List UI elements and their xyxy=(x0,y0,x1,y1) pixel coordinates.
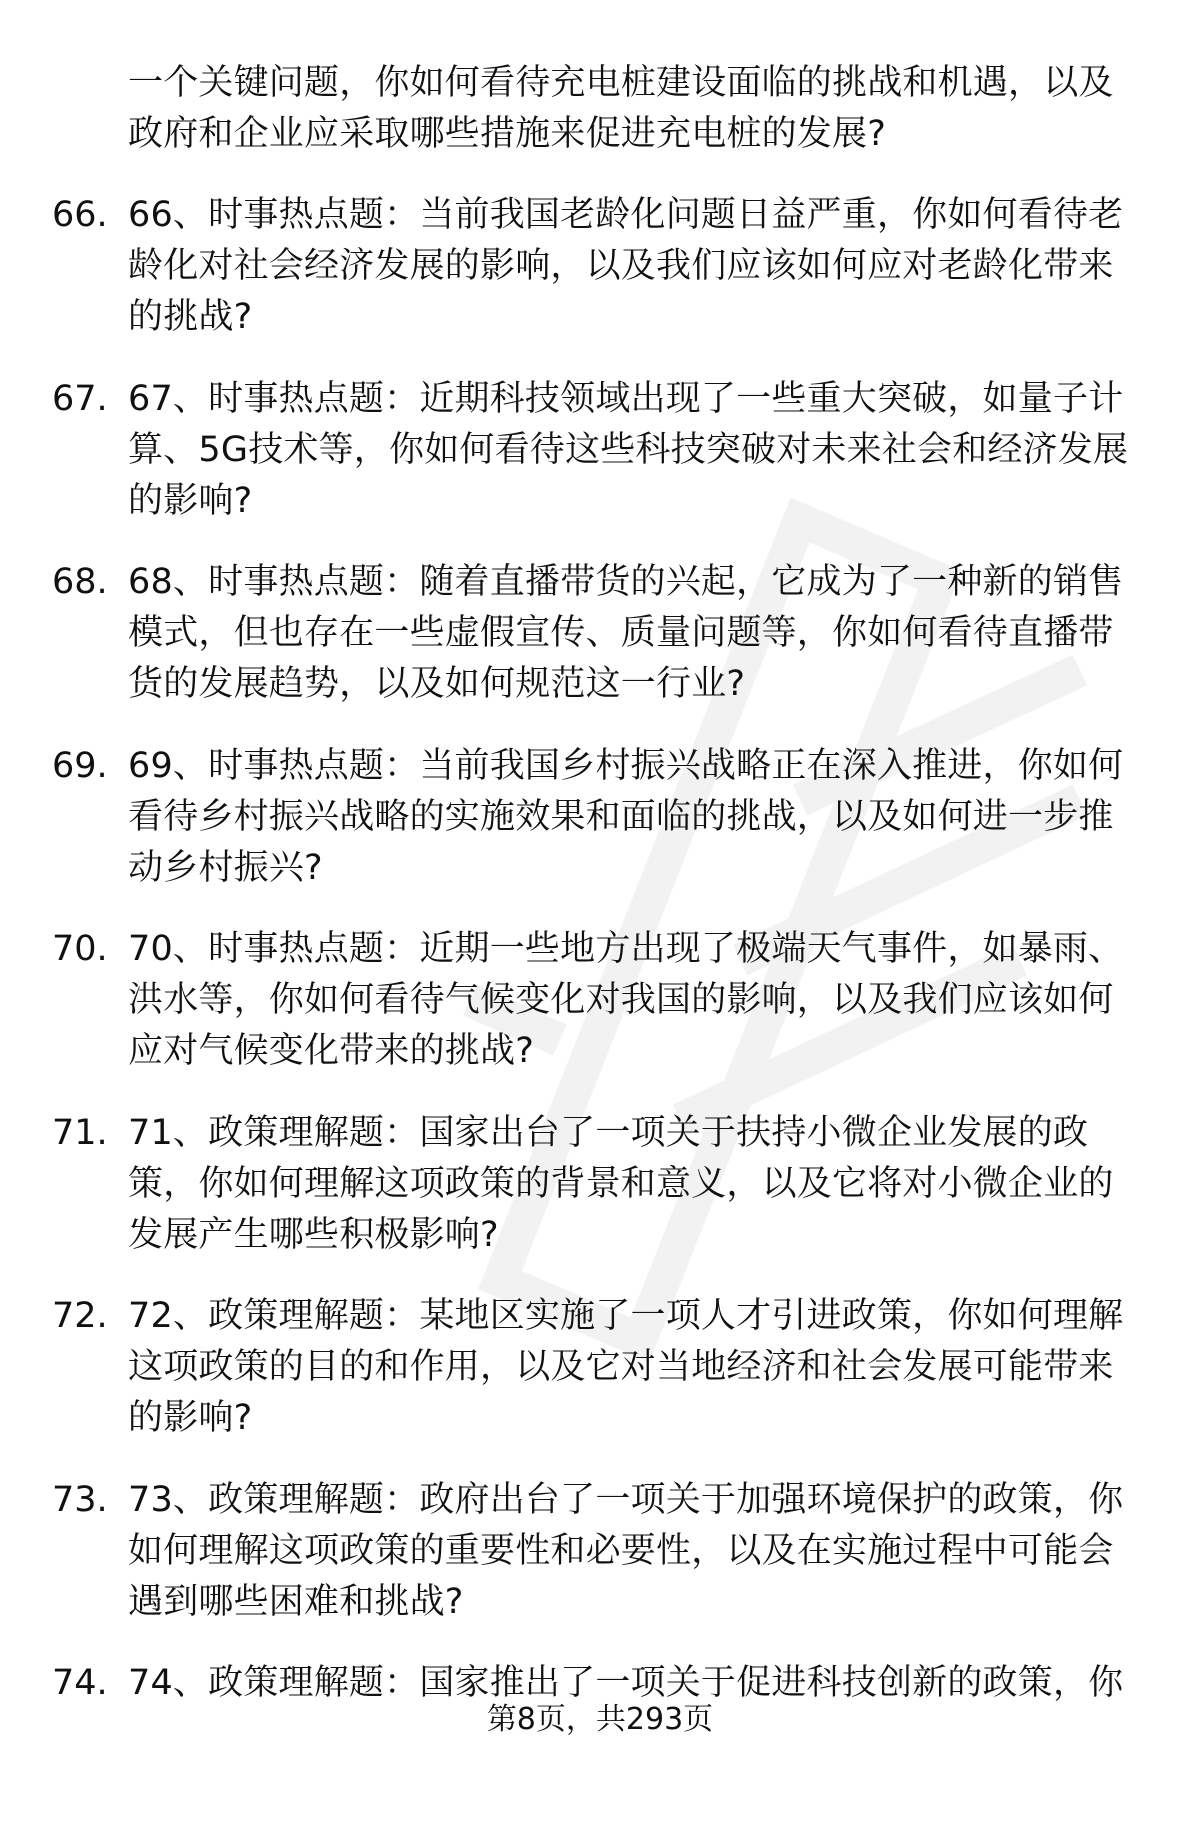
question-item xyxy=(0,1291,1200,1475)
text-line: 模式，但也存在一些虚假宣传、质量问题等，你如何看待直播带 xyxy=(128,613,1114,653)
question-text xyxy=(128,557,1158,710)
page-footer: 第8页，共293页 xyxy=(486,1702,714,1737)
text-line: 68、时事热点题：随着直播带货的兴起，它成为了一种新的销售 xyxy=(128,562,1124,602)
question-item xyxy=(0,374,1200,558)
question-text xyxy=(128,374,1158,527)
question-item xyxy=(0,1108,1200,1292)
text-line: 的影响? xyxy=(128,1398,253,1438)
text-line: 73、政策理解题：政府出台了一项关于加强环境保护的政策，你 xyxy=(128,1479,1124,1520)
text-line: 70、时事热点题：近期一些地方出现了极端天气事件，如暴雨、 xyxy=(128,929,1124,969)
text-line: 遇到哪些困难和挑战? xyxy=(128,1581,464,1622)
text-line: 如何理解这项政策的重要性和必要性，以及在实施过程中可能会 xyxy=(128,1530,1114,1571)
question-item xyxy=(0,1658,1200,1842)
question-text xyxy=(128,741,1158,894)
question-number: 66. xyxy=(52,195,108,235)
text-line: 策，你如何理解这项政策的背景和意义，以及它将对小微企业的 xyxy=(128,1163,1114,1204)
text-line: 66、时事热点题：当前我国老龄化问题日益严重，你如何看待老 xyxy=(128,195,1124,235)
question-number: 72. xyxy=(52,1296,108,1336)
text-line: 69、时事热点题：当前我国乡村振兴战略正在深入推进，你如何 xyxy=(128,745,1124,786)
text-line: 动乡村振兴? xyxy=(128,847,323,888)
text-line: 72、政策理解题：某地区实施了一项人才引进政策，你如何理解 xyxy=(128,1296,1124,1336)
text-line: 算、5G技术等，你如何看待这些科技突破对未来社会和经济发展 xyxy=(128,429,1129,470)
text-line: 龄化对社会经济发展的影响，以及我们应该如何应对老龄化带来 xyxy=(128,246,1114,286)
question-text xyxy=(128,1108,1158,1261)
text-line: 67、时事热点题：近期科技领域出现了一些重大突破，如量子计 xyxy=(128,378,1124,419)
question-text xyxy=(128,1475,1158,1628)
question-number: 69. xyxy=(52,745,108,786)
question-number: 74. xyxy=(52,1663,108,1703)
text-line: 71、政策理解题：国家出台了一项关于扶持小微企业发展的政 xyxy=(128,1112,1089,1153)
continuation-text xyxy=(128,58,1138,160)
text-line: 洪水等，你如何看待气候变化对我国的影响，以及我们应该如何 xyxy=(128,980,1114,1020)
question-item xyxy=(0,557,1200,741)
question-text xyxy=(128,924,1158,1077)
question-number: 73. xyxy=(52,1479,108,1520)
text-line: 的挑战? xyxy=(128,297,253,337)
question-item xyxy=(0,741,1200,925)
question-number: 68. xyxy=(52,562,108,602)
text-line: 政府和企业应采取哪些措施来促进充电桩的发展? xyxy=(128,114,886,154)
text-line: 74、政策理解题：国家推出了一项关于促进科技创新的政策，你 xyxy=(128,1663,1124,1703)
question-list xyxy=(0,190,1200,1842)
text-line: 一个关键问题，你如何看待充电桩建设面临的挑战和机遇，以及 xyxy=(128,63,1114,103)
text-line: 的影响? xyxy=(128,480,253,521)
question-text xyxy=(128,1291,1158,1444)
text-line: 看待乡村振兴战略的实施效果和面临的挑战，以及如何进一步推 xyxy=(128,796,1114,837)
text-line: 这项政策的目的和作用，以及它对当地经济和社会发展可能带来 xyxy=(128,1347,1114,1387)
question-text xyxy=(128,190,1158,343)
text-line: 应对气候变化带来的挑战? xyxy=(128,1031,534,1071)
question-number: 67. xyxy=(52,378,108,419)
question-item xyxy=(0,190,1200,374)
question-item xyxy=(0,1475,1200,1659)
text-line: 货的发展趋势，以及如何规范这一行业? xyxy=(128,664,746,704)
question-number: 71. xyxy=(52,1112,108,1153)
question-number: 70. xyxy=(52,929,108,969)
question-item xyxy=(0,924,1200,1108)
text-line: 发展产生哪些积极影响? xyxy=(128,1214,499,1255)
